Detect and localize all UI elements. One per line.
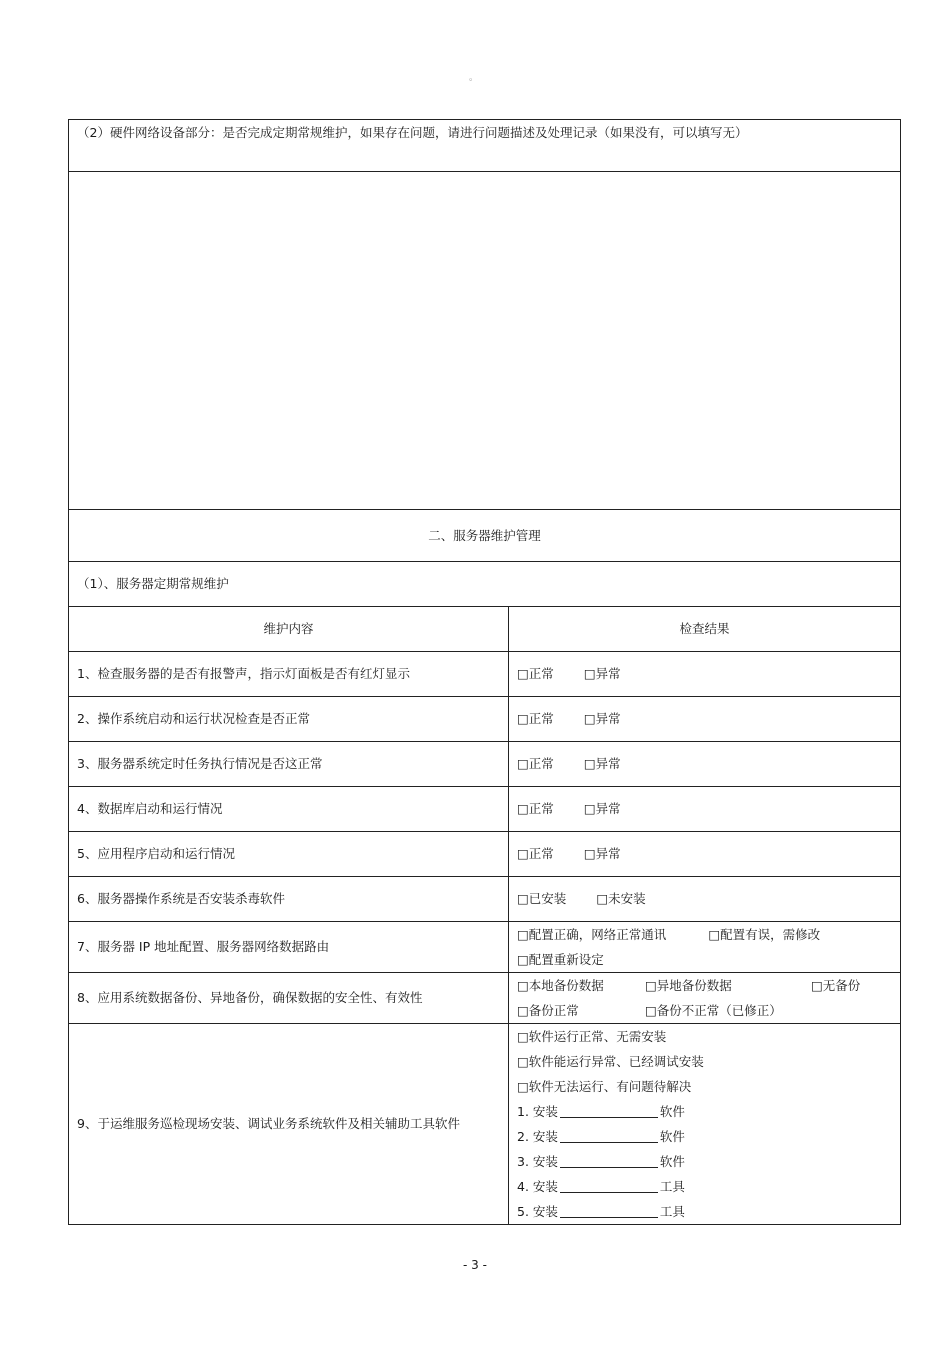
checkbox-option[interactable]: □正常 [517, 846, 554, 861]
checkbox-option[interactable]: □异常 [583, 801, 621, 816]
install-line: 4. 安装 工具 [517, 1179, 685, 1194]
maintenance-form-table [68, 119, 901, 1225]
row-content: 5、应用程序启动和运行情况 [69, 832, 509, 877]
table-row [69, 652, 901, 697]
install-line: 5. 安装 工具 [517, 1204, 685, 1219]
install-line: 3. 安装 软件 [517, 1154, 685, 1169]
checkbox-option[interactable]: □软件无法运行、有问题待解决 [517, 1079, 692, 1094]
row-result [509, 652, 901, 697]
checkbox-option[interactable]: □正常 [517, 666, 554, 681]
row-result [509, 1024, 901, 1225]
table-row [69, 1024, 901, 1225]
table-row [69, 697, 901, 742]
column-header-content: 维护内容 [69, 607, 509, 652]
checkbox-option[interactable]: □异常 [583, 846, 621, 861]
checkbox-option[interactable]: □备份正常 [517, 1003, 579, 1018]
checkbox-option[interactable]: □异常 [583, 711, 621, 726]
checkbox-option[interactable]: □正常 [517, 711, 554, 726]
question-2-answer-area[interactable] [69, 172, 901, 510]
row-result [509, 697, 901, 742]
install-blank[interactable] [560, 1153, 658, 1168]
row-content: 9、于运维服务巡检现场安装、调试业务系统软件及相关辅助工具软件 [69, 1024, 509, 1225]
row-result [509, 922, 901, 973]
page-number: - 3 - [463, 1258, 487, 1272]
install-blank[interactable] [560, 1128, 658, 1143]
checkbox-option[interactable]: □软件运行正常、无需安装 [517, 1029, 667, 1044]
table-row [69, 832, 901, 877]
row-result [509, 973, 901, 1024]
checkbox-option[interactable]: □异常 [583, 666, 621, 681]
subsection-title: （1）、服务器定期常规维护 [69, 562, 901, 607]
install-blank[interactable] [560, 1203, 658, 1218]
table-row [69, 922, 901, 973]
column-header-result: 检查结果 [509, 607, 901, 652]
table-row [69, 877, 901, 922]
checkbox-option[interactable]: □配置正确，网络正常通讯 [517, 927, 667, 942]
table-row [69, 742, 901, 787]
checkbox-option[interactable]: □无备份 [811, 978, 861, 993]
row-content: 4、数据库启动和运行情况 [69, 787, 509, 832]
checkbox-option[interactable]: □异地备份数据 [645, 978, 732, 993]
checkbox-option[interactable]: □备份不正常（已修正） [645, 1003, 782, 1018]
row-content: 7、服务器 IP 地址配置、服务器网络数据路由 [69, 922, 509, 973]
checkbox-option[interactable]: □未安装 [596, 891, 646, 906]
table-row [69, 787, 901, 832]
header-mark: 。 [469, 73, 479, 83]
checkbox-option[interactable]: □软件能运行异常、已经调试安装 [517, 1054, 704, 1069]
checkbox-option[interactable]: □正常 [517, 801, 554, 816]
section-title: 二、服务器维护管理 [69, 510, 901, 562]
row-result [509, 787, 901, 832]
table-row [69, 973, 901, 1024]
checkbox-option[interactable]: □本地备份数据 [517, 978, 604, 993]
row-content: 8、应用系统数据备份、异地备份，确保数据的安全性、有效性 [69, 973, 509, 1024]
install-blank[interactable] [560, 1178, 658, 1193]
row-content: 1、检查服务器的是否有报警声，指示灯面板是否有红灯显示 [69, 652, 509, 697]
row-content: 2、操作系统启动和运行状况检查是否正常 [69, 697, 509, 742]
install-line: 1. 安装 软件 [517, 1104, 685, 1119]
question-2-prompt: （2）硬件网络设备部分：是否完成定期常规维护，如果存在问题，请进行问题描述及处理记录（如果没有，可以填写无） [69, 120, 901, 172]
row-result [509, 877, 901, 922]
install-line: 2. 安装 软件 [517, 1129, 685, 1144]
row-result [509, 832, 901, 877]
checkbox-option[interactable]: □已安装 [517, 891, 567, 906]
checkbox-option[interactable]: □正常 [517, 756, 554, 771]
checkbox-option[interactable]: □异常 [583, 756, 621, 771]
row-content: 6、服务器操作系统是否安装杀毒软件 [69, 877, 509, 922]
checkbox-option[interactable]: □配置有误，需修改 [708, 927, 821, 942]
install-blank[interactable] [560, 1103, 658, 1118]
row-result [509, 742, 901, 787]
checkbox-option[interactable]: □配置重新设定 [517, 952, 604, 967]
row-content: 3、服务器系统定时任务执行情况是否这正常 [69, 742, 509, 787]
